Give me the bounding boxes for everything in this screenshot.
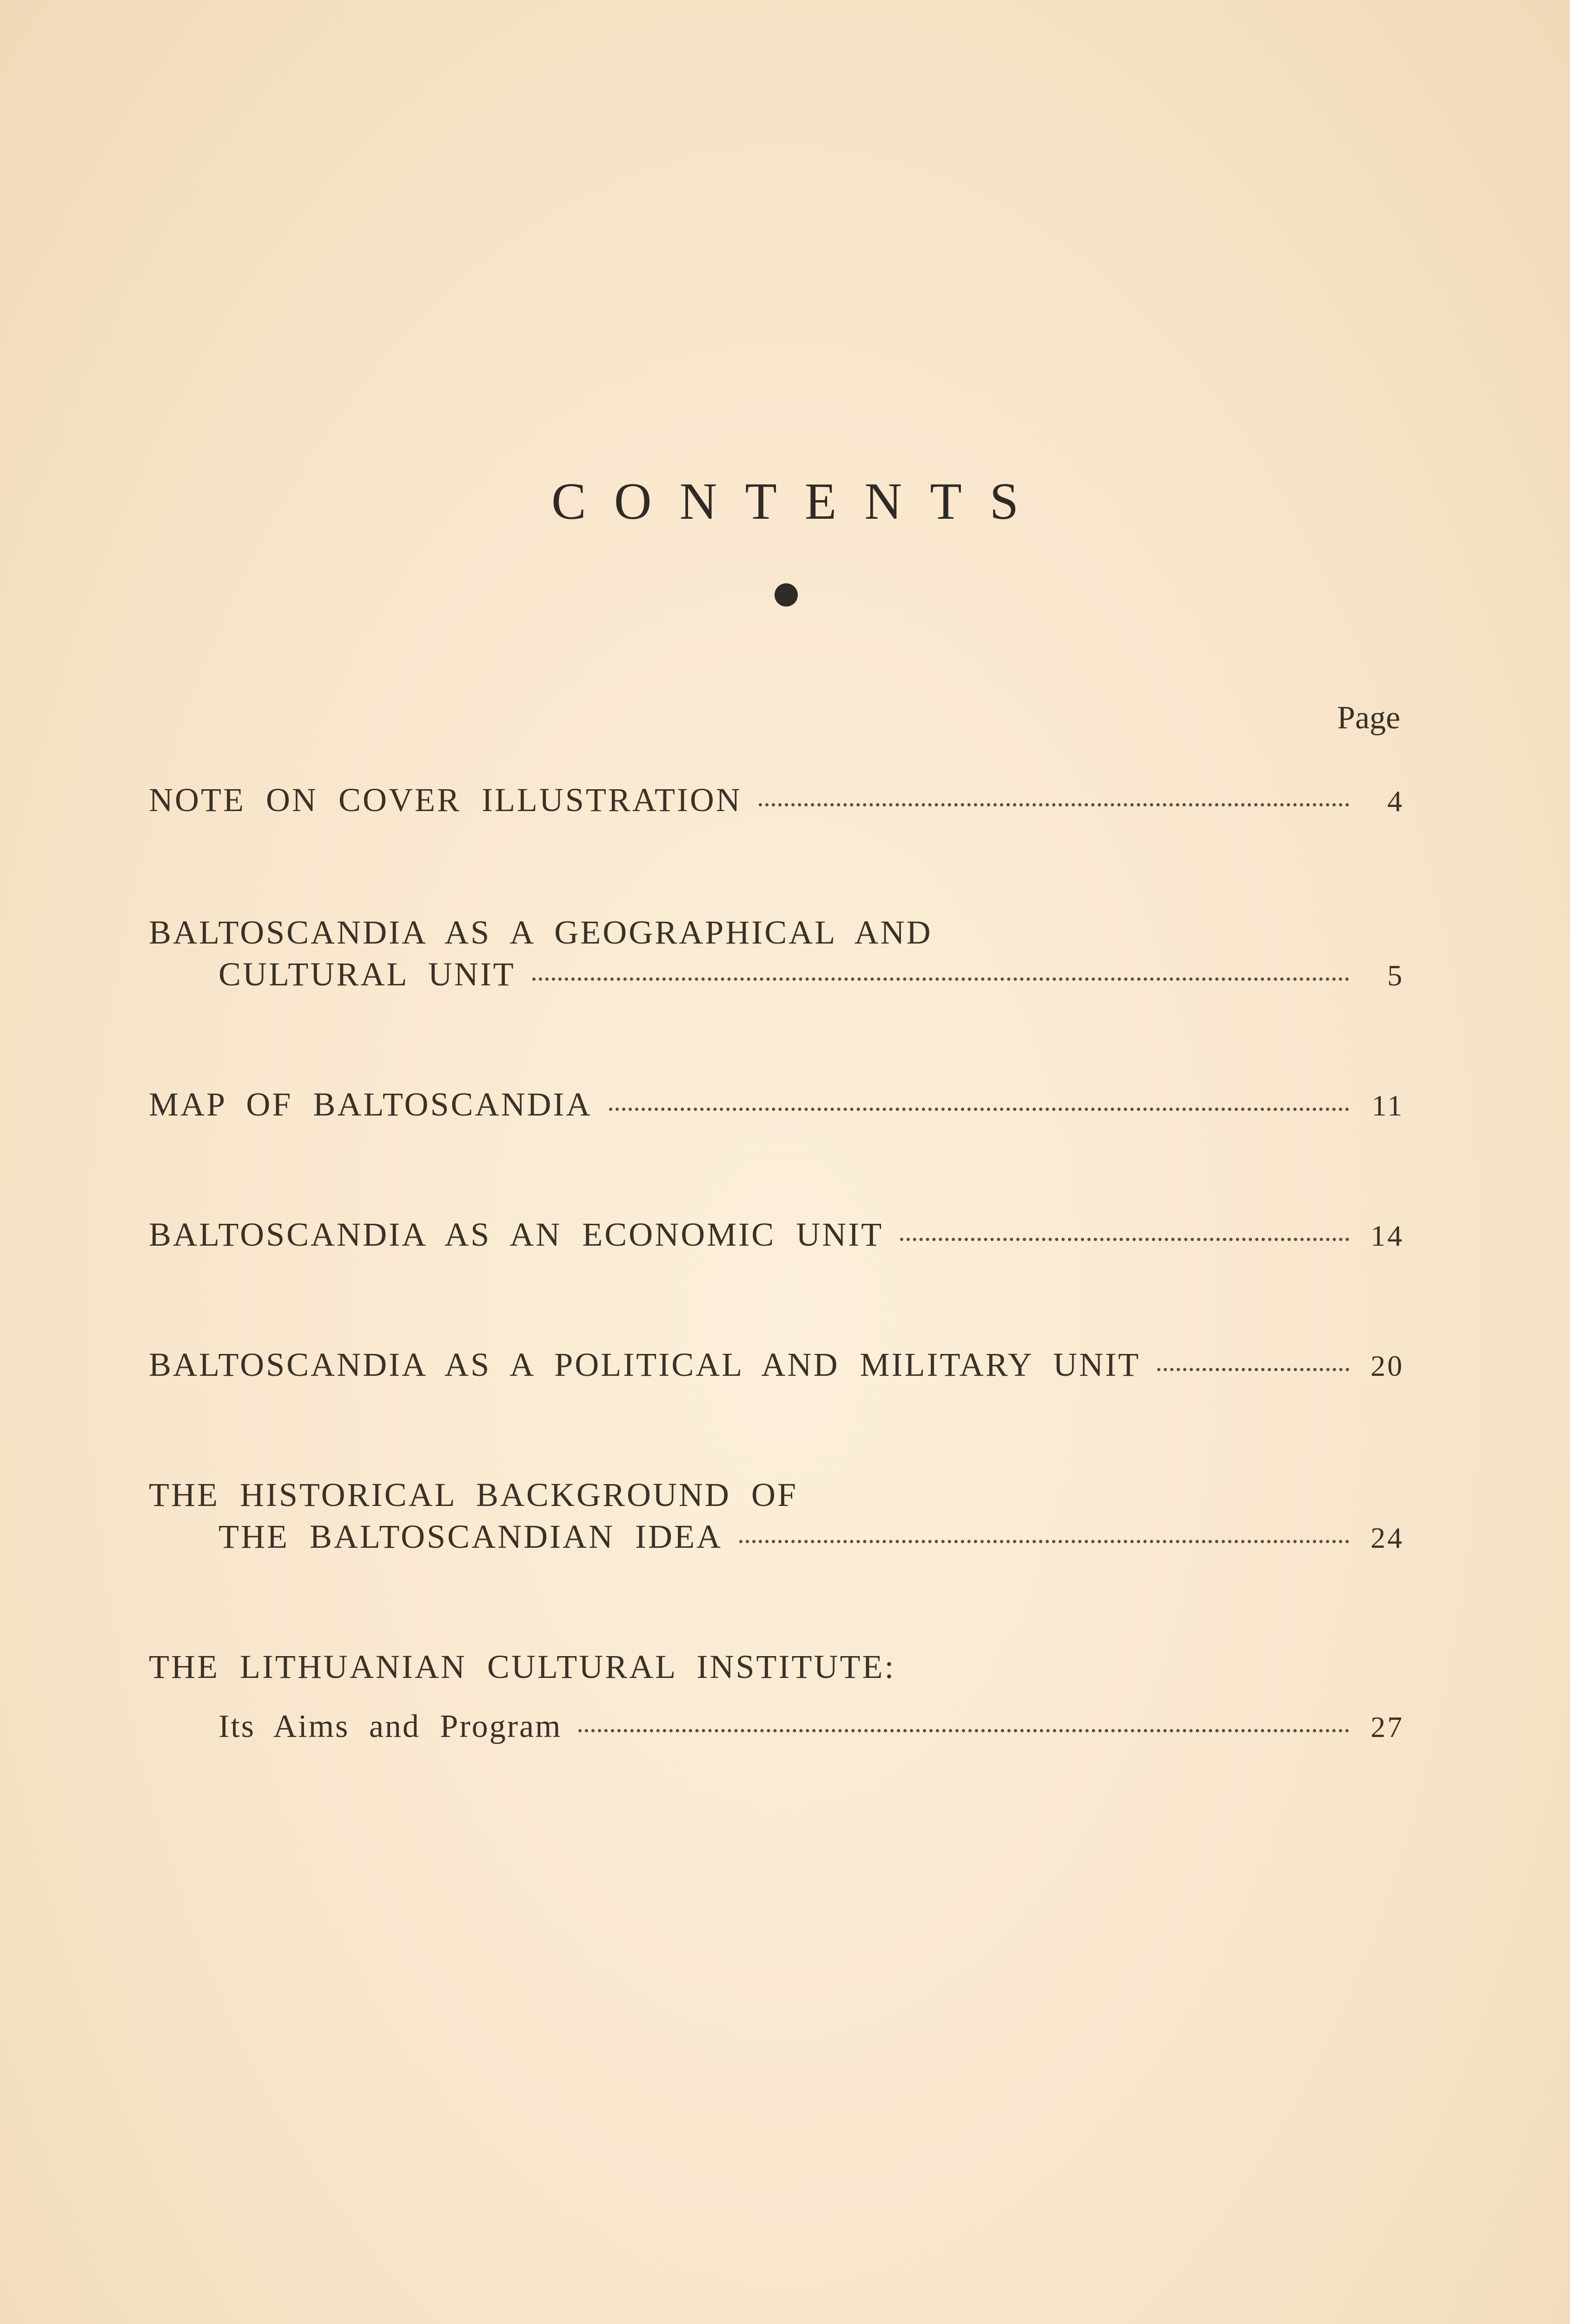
toc-entry-historical-background[interactable] (149, 1476, 1404, 1559)
dot-leader (609, 1108, 1349, 1111)
toc-entry-geographical-cultural-unit[interactable] (149, 913, 1404, 997)
toc-entry-economic-unit[interactable] (149, 1215, 1404, 1257)
page-column-header: Page (1337, 700, 1400, 736)
toc-page-number: 27 (1371, 1710, 1404, 1743)
toc-page-number: 24 (1371, 1521, 1404, 1554)
toc-page-number: 14 (1371, 1219, 1404, 1252)
toc-entry-title: BALTOSCANDIA AS A GEOGRAPHICAL AND (149, 914, 933, 951)
toc-entry-title: THE HISTORICAL BACKGROUND OF (149, 1476, 798, 1513)
dot-leader (1157, 1368, 1349, 1371)
bullet-ornament (775, 583, 798, 607)
toc-entry-title: MAP OF BALTOSCANDIA (149, 1086, 592, 1123)
dot-leader (578, 1729, 1349, 1732)
toc-page-number: 11 (1371, 1089, 1404, 1122)
toc-entry-subtitle: Its Aims and Program (219, 1709, 562, 1744)
toc-entry-cultural-institute[interactable] (149, 1648, 1404, 1750)
dot-leader (759, 803, 1349, 806)
dot-leader (532, 977, 1349, 981)
page-title: CONTENTS (551, 473, 1047, 530)
dot-leader (900, 1238, 1349, 1241)
toc-entry-title: NOTE ON COVER ILLUSTRATION (149, 781, 742, 819)
toc-entry-title-continued: THE BALTOSCANDIAN IDEA (219, 1518, 722, 1555)
toc-entry-title-continued: CULTURAL UNIT (219, 956, 516, 993)
toc-entry-title: THE LITHUANIAN CULTURAL INSTITUTE: (149, 1648, 896, 1685)
toc-entry-political-military-unit[interactable] (149, 1346, 1404, 1387)
toc-entry-map[interactable] (149, 1085, 1404, 1127)
toc-entry-title: BALTOSCANDIA AS A POLITICAL AND MILITARY UNIT (149, 1346, 1141, 1383)
toc-entry-cover-note[interactable] (149, 781, 1404, 823)
toc-page-number: 4 (1387, 785, 1404, 818)
toc-page-number: 5 (1387, 959, 1404, 992)
dot-leader (739, 1540, 1349, 1543)
toc-entry-title: BALTOSCANDIA AS AN ECONOMIC UNIT (149, 1216, 884, 1253)
toc-page-number: 20 (1371, 1349, 1404, 1382)
